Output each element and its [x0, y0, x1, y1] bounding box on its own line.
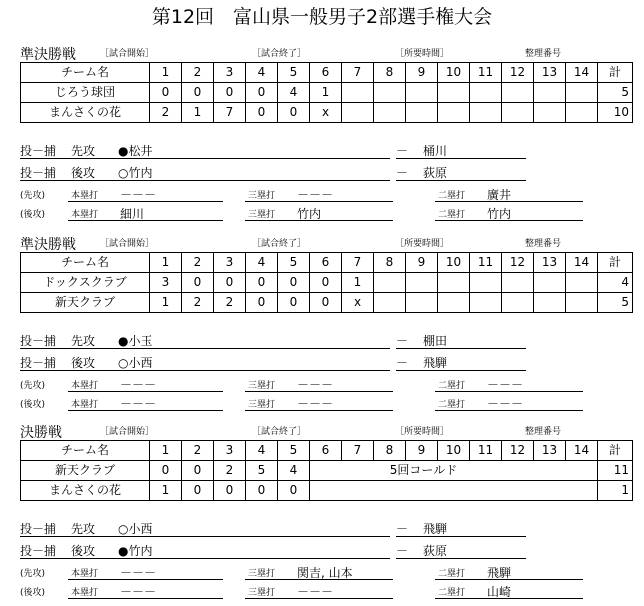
- inning-score: 0: [150, 461, 182, 481]
- inning-score: [534, 83, 566, 103]
- team-header: チーム名: [21, 441, 150, 461]
- battery-line: [20, 180, 390, 181]
- team-side-label: (後攻): [20, 400, 46, 410]
- inning-score: 0: [278, 293, 310, 313]
- inning-score: [470, 83, 502, 103]
- battery-label: 投－捕: [20, 544, 57, 558]
- end-label: ［試合終了］: [252, 427, 307, 437]
- team-side-label: (先攻): [20, 191, 46, 201]
- battery-dash: －: [396, 522, 409, 536]
- first-pitcher: ●松井: [118, 144, 153, 158]
- game-name: 準決勝戦: [20, 237, 76, 253]
- game-header: [20, 422, 620, 441]
- team-name: まんさくの花: [21, 103, 150, 123]
- number-label: 整理番号: [525, 427, 562, 437]
- first-catcher: 飛騨: [423, 522, 448, 536]
- first-label: 先攻: [71, 144, 96, 158]
- inning-header: 3: [214, 441, 246, 461]
- battery-line: [20, 558, 390, 559]
- team-total: 11: [598, 461, 633, 481]
- triple-value: 関吉, 山本: [297, 566, 353, 580]
- battery-line: [396, 558, 526, 559]
- team-header: チーム名: [21, 63, 150, 83]
- inning-score: 1: [182, 103, 214, 123]
- hits-line: [68, 201, 223, 202]
- inning-score: 7: [214, 103, 246, 123]
- home-run-label: 本塁打: [71, 191, 99, 201]
- battery-label: 投－捕: [20, 144, 57, 158]
- inning-score: x: [310, 103, 342, 123]
- inning-score: [502, 293, 534, 313]
- triple-label: 三塁打: [248, 381, 276, 391]
- home-run-label: 本塁打: [71, 210, 99, 220]
- inning-score: [438, 83, 470, 103]
- hits-line: [435, 391, 583, 392]
- triple-value: －－－: [297, 378, 334, 392]
- inning-header: 8: [374, 63, 406, 83]
- hits-line: [435, 598, 583, 599]
- start-label: ［試合開始］: [100, 239, 155, 249]
- inning-score: [566, 103, 598, 123]
- inning-score: 2: [150, 103, 182, 123]
- triple-label: 三塁打: [248, 400, 276, 410]
- inning-score: 0: [182, 83, 214, 103]
- hits-line: [68, 598, 223, 599]
- inning-header: 14: [566, 253, 598, 273]
- battery-line: [396, 370, 526, 371]
- inning-score: [566, 293, 598, 313]
- triple-value: －－－: [297, 188, 334, 202]
- inning-header: 13: [534, 441, 566, 461]
- first-catcher: 棚田: [423, 334, 448, 348]
- team-name: ドックスクラブ: [21, 273, 150, 293]
- inning-header: 12: [502, 63, 534, 83]
- double-value: 竹内: [487, 207, 512, 221]
- inning-score: 0: [214, 273, 246, 293]
- inning-score: 5: [246, 461, 278, 481]
- inning-score: [502, 83, 534, 103]
- triple-label: 三塁打: [248, 191, 276, 201]
- duration-label: ［所要時間］: [395, 427, 450, 437]
- total-header: 計: [598, 441, 633, 461]
- team-name: じろう球団: [21, 83, 150, 103]
- team-total: 5: [598, 83, 633, 103]
- inning-score: 0: [182, 273, 214, 293]
- team-total: 5: [598, 293, 633, 313]
- inning-score: [438, 273, 470, 293]
- triple-value: －－－: [297, 585, 334, 599]
- team-name: まんさくの花: [21, 481, 150, 501]
- inning-header: 7: [342, 63, 374, 83]
- team-row: [21, 83, 633, 103]
- second-catcher: 荻原: [423, 166, 448, 180]
- inning-header: 6: [310, 441, 342, 461]
- second-catcher: 飛騨: [423, 356, 448, 370]
- inning-score: 0: [246, 481, 278, 501]
- called-game-note: 5回コールド: [310, 461, 598, 481]
- inning-score: [470, 103, 502, 123]
- home-run-value: －－－: [120, 566, 157, 580]
- inning-score: 1: [310, 83, 342, 103]
- first-pitcher: ●小玉: [118, 334, 153, 348]
- first-label: 先攻: [71, 522, 96, 536]
- inning-score: 1: [150, 481, 182, 501]
- team-row: [21, 481, 633, 501]
- triple-value: 竹内: [297, 207, 322, 221]
- inning-score: 1: [342, 273, 374, 293]
- inning-score: [406, 83, 438, 103]
- inning-score: x: [342, 293, 374, 313]
- hits-line: [68, 579, 223, 580]
- battery-label: 投－捕: [20, 356, 57, 370]
- team-total: 4: [598, 273, 633, 293]
- inning-header: 7: [342, 253, 374, 273]
- inning-header: 1: [150, 63, 182, 83]
- inning-header: 6: [310, 253, 342, 273]
- inning-header: 2: [182, 63, 214, 83]
- hits-line: [245, 579, 393, 580]
- team-row: [21, 293, 633, 313]
- inning-header: 14: [566, 441, 598, 461]
- hits-line: [435, 220, 583, 221]
- inning-score: [374, 293, 406, 313]
- inning-score: [342, 103, 374, 123]
- total-header: 計: [598, 63, 633, 83]
- hits-line: [68, 220, 223, 221]
- second-label: 後攻: [71, 544, 96, 558]
- double-label: 二塁打: [438, 569, 466, 579]
- inning-header: 9: [406, 253, 438, 273]
- second-label: 後攻: [71, 356, 96, 370]
- inning-header: 2: [182, 253, 214, 273]
- inning-score: 4: [278, 461, 310, 481]
- double-value: 廣井: [487, 188, 512, 202]
- battery-line: [396, 348, 526, 349]
- second-catcher: 荻原: [423, 544, 448, 558]
- page-title: 第12回 富山県一般男子2部選手権大会: [151, 6, 493, 28]
- triple-label: 三塁打: [248, 210, 276, 220]
- second-pitcher: ●竹内: [118, 544, 153, 558]
- inning-score: [470, 293, 502, 313]
- inning-header: 5: [278, 63, 310, 83]
- end-label: ［試合終了］: [252, 49, 307, 59]
- double-label: 二塁打: [438, 400, 466, 410]
- battery-line: [20, 370, 390, 371]
- battery-label: 投－捕: [20, 166, 57, 180]
- inning-score: [534, 273, 566, 293]
- scoreboard-table: [20, 62, 633, 123]
- inning-header: 3: [214, 63, 246, 83]
- inning-score: 0: [214, 481, 246, 501]
- inning-score: [374, 273, 406, 293]
- number-label: 整理番号: [525, 239, 562, 249]
- double-label: 二塁打: [438, 191, 466, 201]
- battery-line: [20, 536, 390, 537]
- inning-score: [502, 103, 534, 123]
- home-run-label: 本塁打: [71, 569, 99, 579]
- triple-label: 三塁打: [248, 588, 276, 598]
- double-value: 山崎: [487, 585, 512, 599]
- hits-line: [68, 391, 223, 392]
- inning-header: 1: [150, 253, 182, 273]
- battery-line: [20, 158, 390, 159]
- home-run-value: －－－: [120, 378, 157, 392]
- double-label: 二塁打: [438, 588, 466, 598]
- inning-score: 0: [278, 103, 310, 123]
- inning-score: [406, 103, 438, 123]
- inning-header: 5: [278, 441, 310, 461]
- duration-label: ［所要時間］: [395, 49, 450, 59]
- double-label: 二塁打: [438, 210, 466, 220]
- inning-header: 8: [374, 253, 406, 273]
- inning-score: [406, 293, 438, 313]
- inning-score: 0: [246, 103, 278, 123]
- number-label: 整理番号: [525, 49, 562, 59]
- end-label: ［試合終了］: [252, 239, 307, 249]
- inning-header: 11: [470, 253, 502, 273]
- game-name: 準決勝戦: [20, 47, 76, 63]
- team-side-label: (後攻): [20, 588, 46, 598]
- inning-header: 3: [214, 253, 246, 273]
- called-game-blank: [310, 481, 598, 501]
- inning-score: 0: [278, 481, 310, 501]
- battery-dash: －: [396, 356, 409, 370]
- inning-score: [534, 103, 566, 123]
- inning-header: 4: [246, 253, 278, 273]
- inning-header: 4: [246, 441, 278, 461]
- home-run-value: －－－: [120, 585, 157, 599]
- team-name: 新天クラブ: [21, 293, 150, 313]
- inning-score: 2: [214, 461, 246, 481]
- inning-header: 4: [246, 63, 278, 83]
- hits-line: [245, 391, 393, 392]
- game-name: 決勝戦: [20, 425, 62, 441]
- inning-header: 10: [438, 441, 470, 461]
- inning-header: 5: [278, 253, 310, 273]
- team-row: [21, 461, 633, 481]
- start-label: ［試合開始］: [100, 49, 155, 59]
- inning-score: [566, 83, 598, 103]
- inning-header: 6: [310, 63, 342, 83]
- inning-header: 12: [502, 441, 534, 461]
- team-name: 新天クラブ: [21, 461, 150, 481]
- battery-line: [396, 158, 526, 159]
- inning-score: [470, 273, 502, 293]
- inning-header: 10: [438, 253, 470, 273]
- inning-score: 4: [278, 83, 310, 103]
- inning-header: 9: [406, 63, 438, 83]
- battery-label: 投－捕: [20, 522, 57, 536]
- home-run-label: 本塁打: [71, 588, 99, 598]
- inning-score: 0: [310, 273, 342, 293]
- hits-line: [435, 579, 583, 580]
- inning-score: 0: [246, 273, 278, 293]
- team-side-label: (先攻): [20, 569, 46, 579]
- inning-score: 0: [246, 83, 278, 103]
- inning-header: 10: [438, 63, 470, 83]
- inning-header: 8: [374, 441, 406, 461]
- scoreboard-header-row: [21, 441, 633, 461]
- double-value: 飛騨: [487, 566, 512, 580]
- inning-header: 1: [150, 441, 182, 461]
- team-side-label: (後攻): [20, 210, 46, 220]
- inning-score: [566, 273, 598, 293]
- triple-value: －－－: [297, 397, 334, 411]
- team-total: 10: [598, 103, 633, 123]
- battery-line: [20, 348, 390, 349]
- scoreboard-table: [20, 252, 633, 313]
- hits-line: [245, 598, 393, 599]
- inning-header: 13: [534, 63, 566, 83]
- team-side-label: (先攻): [20, 381, 46, 391]
- triple-label: 三塁打: [248, 569, 276, 579]
- hits-line: [245, 410, 393, 411]
- total-header: 計: [598, 253, 633, 273]
- battery-dash: －: [396, 544, 409, 558]
- second-pitcher: ○小西: [118, 356, 153, 370]
- battery-dash: －: [396, 334, 409, 348]
- hits-line: [245, 201, 393, 202]
- duration-label: ［所要時間］: [395, 239, 450, 249]
- battery-dash: －: [396, 144, 409, 158]
- second-label: 後攻: [71, 166, 96, 180]
- team-header: チーム名: [21, 253, 150, 273]
- hits-line: [245, 220, 393, 221]
- inning-score: 0: [182, 461, 214, 481]
- team-total: 1: [598, 481, 633, 501]
- inning-score: [342, 83, 374, 103]
- scoreboard-table: [20, 440, 633, 501]
- battery-dash: －: [396, 166, 409, 180]
- inning-score: 0: [310, 293, 342, 313]
- inning-score: [438, 293, 470, 313]
- inning-score: 2: [214, 293, 246, 313]
- inning-score: 0: [214, 83, 246, 103]
- inning-header: 13: [534, 253, 566, 273]
- double-value: －－－: [487, 397, 524, 411]
- double-label: 二塁打: [438, 381, 466, 391]
- inning-score: 0: [278, 273, 310, 293]
- inning-header: 9: [406, 441, 438, 461]
- inning-header: 2: [182, 441, 214, 461]
- inning-score: [374, 83, 406, 103]
- scoreboard-header-row: [21, 253, 633, 273]
- inning-score: 2: [182, 293, 214, 313]
- inning-score: [406, 273, 438, 293]
- first-label: 先攻: [71, 334, 96, 348]
- inning-score: [502, 273, 534, 293]
- double-value: －－－: [487, 378, 524, 392]
- game-header: [20, 234, 620, 253]
- inning-header: 7: [342, 441, 374, 461]
- team-row: [21, 103, 633, 123]
- inning-score: [374, 103, 406, 123]
- game-header: [20, 44, 620, 63]
- inning-score: 0: [246, 293, 278, 313]
- first-pitcher: ○小西: [118, 522, 153, 536]
- inning-score: 0: [150, 83, 182, 103]
- battery-label: 投－捕: [20, 334, 57, 348]
- hits-line: [68, 410, 223, 411]
- inning-header: 11: [470, 441, 502, 461]
- battery-line: [396, 180, 526, 181]
- hits-line: [435, 201, 583, 202]
- home-run-value: －－－: [120, 188, 157, 202]
- inning-score: 0: [182, 481, 214, 501]
- team-row: [21, 273, 633, 293]
- home-run-value: －－－: [120, 397, 157, 411]
- battery-line: [396, 536, 526, 537]
- inning-score: 1: [150, 293, 182, 313]
- inning-score: 3: [150, 273, 182, 293]
- start-label: ［試合開始］: [100, 427, 155, 437]
- inning-header: 12: [502, 253, 534, 273]
- hits-line: [435, 410, 583, 411]
- inning-score: [534, 293, 566, 313]
- inning-header: 11: [470, 63, 502, 83]
- inning-header: 14: [566, 63, 598, 83]
- second-pitcher: ○竹内: [118, 166, 153, 180]
- home-run-value: 細川: [120, 207, 145, 221]
- scoreboard-header-row: [21, 63, 633, 83]
- home-run-label: 本塁打: [71, 400, 99, 410]
- first-catcher: 桶川: [423, 144, 448, 158]
- home-run-label: 本塁打: [71, 381, 99, 391]
- inning-score: [438, 103, 470, 123]
